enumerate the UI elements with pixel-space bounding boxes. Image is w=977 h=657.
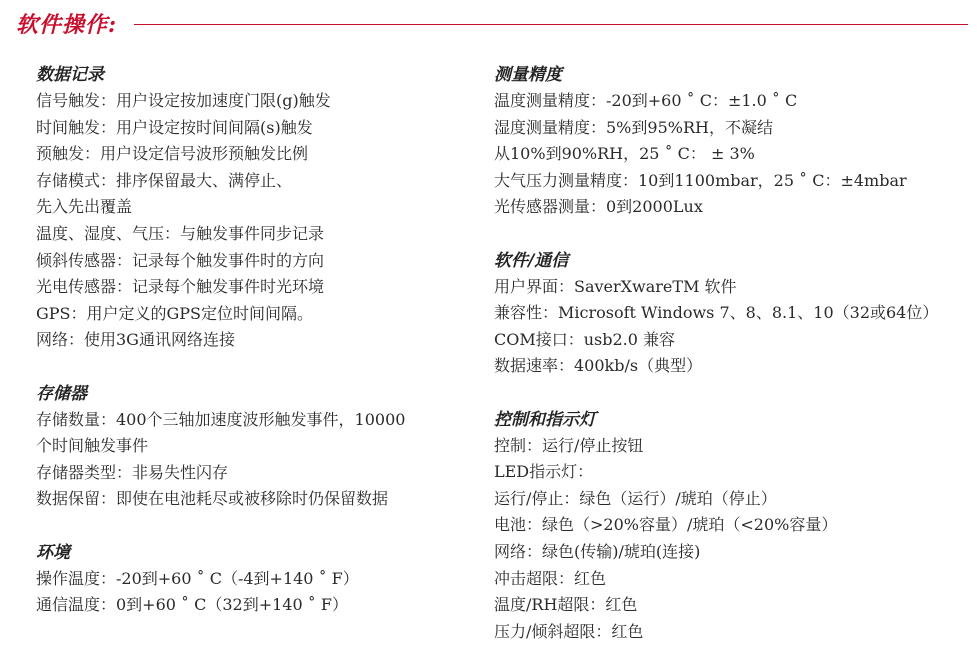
spec-line: 冲击超限：红色 [494, 568, 607, 588]
spec-line: 电池：绿色（>20%容量）/琥珀（<20%容量） [494, 515, 838, 535]
spec-line: 光电传感器：记录每个触发事件时光环境 [36, 277, 325, 297]
spec-line: LED指示灯： [494, 462, 594, 482]
spec-line: 温度/RH超限：红色 [494, 595, 638, 615]
spec-line: 用户界面：SaverXwareTM 软件 [494, 276, 737, 296]
section-title: 数据记录 [36, 65, 104, 85]
spec-line: COM接口：usb2.0 兼容 [494, 329, 676, 349]
spec-line: 数据速率：400kb/s（典型） [494, 356, 703, 376]
header-rule [134, 24, 968, 25]
spec-line: 兼容性：Microsoft Windows 7、8、8.1、10（32或64位） [494, 303, 939, 323]
spec-line: 通信温度：0到+60 ˚ C（32到+140 ˚ F） [36, 595, 348, 615]
spec-line: 光传感器测量：0到2000Lux [494, 197, 703, 217]
spec-line: 存储数量：400个三轴加速度波形触发事件，10000 [36, 409, 406, 429]
section-measurement-accuracy [494, 62, 964, 221]
left-column [36, 62, 476, 619]
page-header [16, 8, 968, 38]
section-storage [36, 381, 476, 513]
spec-line: 数据保留：即使在电池耗尽或被移除时仍保留数据 [36, 489, 389, 509]
spec-line: 温度、湿度、气压：与触发事件同步记录 [36, 223, 325, 243]
spec-line: 预触发：用户设定信号波形预触发比例 [36, 144, 309, 164]
spec-line: 操作温度：-20到+60 ˚ C（-4到+140 ˚ F） [36, 568, 359, 588]
section-environment [36, 540, 476, 619]
section-title: 测量精度 [494, 65, 562, 85]
spec-line: 控制：运行/停止按钮 [494, 435, 644, 455]
section-title: 控制和指示灯 [494, 409, 596, 430]
spec-line: 存储模式：排序保留最大、满停止、 [36, 170, 293, 190]
spec-line: 网络：绿色(传输)/琥珀(连接) [494, 541, 701, 561]
spec-line: 从10%到90%RH，25 ˚ C： ± 3% [494, 144, 755, 164]
spec-line: 大气压力测量精度：10到1100mbar，25 ˚ C：±4mbar [494, 170, 907, 190]
spec-line: 温度测量精度：-20到+60 ˚ C：±1.0 ˚ C [494, 91, 798, 110]
spec-line: GPS：用户定义的GPS定位时间间隔。 [36, 303, 314, 323]
spec-line: 信号触发：用户设定按加速度门限(g)触发 [36, 91, 331, 110]
spec-line: 运行/停止：绿色（运行）/琥珀（停止） [494, 488, 777, 508]
spec-line: 个时间触发事件 [36, 436, 149, 456]
spec-line: 倾斜传感器：记录每个触发事件时的方向 [36, 250, 325, 270]
spec-line: 时间触发：用户设定按时间间隔(s)触发 [36, 117, 313, 137]
section-software-communication [494, 248, 964, 380]
spec-line: 先入先出覆盖 [36, 197, 133, 217]
section-title: 存储器 [36, 383, 87, 404]
page-title: 软件操作: [16, 12, 118, 38]
section-data-recording [36, 62, 476, 354]
section-title: 软件/通信 [494, 250, 569, 271]
spec-line: 湿度测量精度：5%到95%RH，不凝结 [494, 117, 773, 137]
spec-line: 网络：使用3G通讯网络连接 [36, 330, 235, 350]
section-controls-indicators [494, 407, 964, 646]
spec-line: 存储器类型：非易失性闪存 [36, 462, 229, 482]
section-title: 环境 [36, 542, 70, 563]
spec-line: 压力/倾斜超限：红色 [494, 621, 644, 641]
right-column [494, 62, 964, 645]
